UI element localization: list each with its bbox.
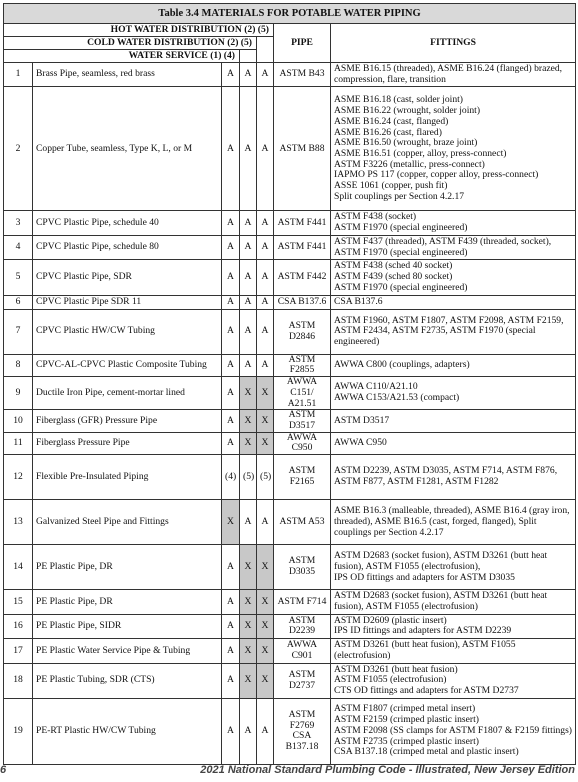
row-number: 17 bbox=[4, 639, 33, 663]
service-rating: A bbox=[222, 309, 240, 354]
row-number: 8 bbox=[4, 354, 33, 376]
fitting-line: ASSE 1061 (copper, push fit) bbox=[334, 180, 448, 192]
material-name: Fiberglass Pressure Pipe bbox=[33, 432, 222, 454]
fitting-line: ASTM F439 (sched 80 socket) bbox=[334, 271, 453, 283]
hot-rating: X bbox=[257, 663, 274, 698]
table-row bbox=[4, 354, 576, 376]
fittings-cell bbox=[331, 639, 576, 663]
fitting-line: ASME B16.15 (threaded), ASME B16.24 (flanged) brazed, compression, flare, transition bbox=[334, 63, 563, 85]
hot-rating: X bbox=[257, 410, 274, 432]
pipe-standard-line: ASTM D3517 bbox=[288, 409, 316, 432]
pipe-standard bbox=[274, 639, 331, 663]
row-number: 15 bbox=[4, 590, 33, 614]
pipe-standard bbox=[274, 455, 331, 500]
material-name: Flexible Pre-Insulated Piping bbox=[33, 455, 222, 500]
pipe-standard-line: AWWA C950 bbox=[286, 431, 318, 454]
fitting-line: ASME B16.24 (cast, flanged) bbox=[334, 115, 449, 127]
fitting-line: ASME B16.18 (cast, solder joint) bbox=[334, 94, 463, 106]
fittings-cell bbox=[331, 432, 576, 454]
fitting-line: CSA B137.6 bbox=[334, 295, 383, 307]
fitting-line: ASME B16.26 (cast, flared) bbox=[334, 126, 442, 138]
service-rating: A bbox=[222, 295, 240, 309]
fitting-line: ASTM F1970 (special engineered) bbox=[334, 222, 468, 234]
pipe-standard-line: CSA B137.18 bbox=[285, 730, 319, 753]
table-row bbox=[4, 87, 576, 211]
material-name: Fiberglass (GFR) Pressure Pipe bbox=[33, 410, 222, 432]
cold-rating: X bbox=[240, 377, 257, 410]
pipe-standard-line: ASTM B88 bbox=[279, 142, 325, 154]
fitting-line: ASTM D2239, ASTM D3035, ASTM F714, ASTM F876, ASTM F877, ASTM F1281, ASTM F1282 bbox=[334, 465, 558, 488]
cold-rating: A bbox=[240, 295, 257, 309]
fittings-cell bbox=[331, 309, 576, 354]
fitting-line: ASME B16.50 (wrought, braze joint) bbox=[334, 137, 478, 149]
hot-rating: A bbox=[257, 500, 274, 545]
fitting-line: ASTM F438 (socket) bbox=[334, 211, 417, 223]
service-rating: A bbox=[222, 354, 240, 376]
service-rating: A bbox=[222, 545, 240, 590]
pipe-standard bbox=[274, 354, 331, 376]
fitting-line: ASTM F1055 (electrofusion) bbox=[334, 674, 447, 686]
pipe-standard bbox=[274, 309, 331, 354]
fitting-line: IAPMO PS 117 (copper, copper alloy, press-connect) bbox=[334, 169, 539, 181]
pipe-standard-line: ASTM D2737 bbox=[288, 668, 316, 691]
cold-rating: A bbox=[240, 211, 257, 235]
pipe-standard-line: ASTM B43 bbox=[279, 68, 325, 80]
table-row bbox=[4, 663, 576, 698]
cold-rating: A bbox=[240, 500, 257, 545]
pipe-standard bbox=[274, 614, 331, 638]
pipe-standard-line: ASTM F442 bbox=[277, 271, 327, 283]
service-rating: A bbox=[222, 260, 240, 295]
pipe-standard bbox=[274, 590, 331, 614]
hot-rating: A bbox=[257, 295, 274, 309]
table-row bbox=[4, 590, 576, 614]
materials-table bbox=[3, 3, 576, 765]
fitting-line: ASTM F437 (threaded), ASTM F439 (threaded, socket), ASTM F1970 (special engineered) bbox=[334, 235, 552, 258]
fitting-line: AWWA C153/A21.53 (compact) bbox=[334, 392, 460, 404]
hot-rating: X bbox=[257, 639, 274, 663]
cold-rating: X bbox=[240, 410, 257, 432]
fitting-line: IPS ID fittings and adapters for ASTM D2239 bbox=[334, 625, 512, 637]
row-number: 3 bbox=[4, 211, 33, 235]
pipe-standard-line: ASTM F2855 bbox=[288, 353, 316, 376]
hot-rating: X bbox=[257, 432, 274, 454]
pipe-standard-line: ASTM D2846 bbox=[288, 319, 316, 342]
cold-rating: X bbox=[240, 614, 257, 638]
table-row bbox=[4, 455, 576, 500]
fitting-line: CSA B137.18 (crimped metal and plastic insert) bbox=[334, 746, 519, 758]
pipe-standard bbox=[274, 87, 331, 211]
fitting-line: Split couplings per Section 4.2.17 bbox=[334, 190, 465, 202]
service-rating: A bbox=[222, 377, 240, 410]
cold-rating: A bbox=[240, 354, 257, 376]
hot-rating: A bbox=[257, 63, 274, 87]
cold-rating: X bbox=[240, 663, 257, 698]
service-rating: A bbox=[222, 211, 240, 235]
row-number: 12 bbox=[4, 455, 33, 500]
table-row bbox=[4, 211, 576, 235]
row-number: 4 bbox=[4, 235, 33, 259]
cold-rating: X bbox=[240, 432, 257, 454]
pipe-standard-line: A21.51 bbox=[287, 397, 317, 409]
pipe-standard-line: ASTM D3035 bbox=[288, 555, 316, 578]
hot-rating: X bbox=[257, 590, 274, 614]
table-row bbox=[4, 309, 576, 354]
row-number: 16 bbox=[4, 614, 33, 638]
pipe-standard bbox=[274, 432, 331, 454]
pipe-standard-line: AWWA C151/ bbox=[286, 376, 318, 398]
pipe-standard-line: CSA B137.6 bbox=[277, 295, 327, 307]
hot-rating: A bbox=[257, 211, 274, 235]
cold-rating: A bbox=[240, 235, 257, 259]
header-hot-water: HOT WATER DISTRIBUTION (2) (5) bbox=[4, 24, 274, 37]
material-name: CPVC Plastic Pipe, schedule 40 bbox=[33, 211, 222, 235]
hot-rating: (5) bbox=[257, 455, 274, 500]
pipe-standard bbox=[274, 63, 331, 87]
fitting-line: ASME B16.3 (malleable, threaded), ASME B16.4 (gray iron, threaded), ASME B16.5 (cast, forged, flanged), Split couplings per Section 4.2.17 bbox=[334, 505, 570, 538]
header-fittings: FITTINGS bbox=[331, 24, 576, 63]
fittings-cell bbox=[331, 295, 576, 309]
service-rating: A bbox=[222, 87, 240, 211]
table-row bbox=[4, 63, 576, 87]
service-rating: A bbox=[222, 698, 240, 764]
pipe-standard bbox=[274, 663, 331, 698]
service-rating: A bbox=[222, 432, 240, 454]
service-rating: A bbox=[222, 410, 240, 432]
fitting-line: AWWA C800 (couplings, adapters) bbox=[334, 358, 470, 370]
fittings-cell bbox=[331, 410, 576, 432]
row-number: 1 bbox=[4, 63, 33, 87]
pipe-standard bbox=[274, 235, 331, 259]
service-rating: A bbox=[222, 614, 240, 638]
hot-rating: X bbox=[257, 377, 274, 410]
page-footer bbox=[0, 763, 578, 781]
row-number: 9 bbox=[4, 377, 33, 410]
pipe-standard bbox=[274, 545, 331, 590]
fitting-line: AWWA C950 bbox=[334, 437, 387, 449]
material-name: PE Plastic Tubing, SDR (CTS) bbox=[33, 663, 222, 698]
cold-rating: A bbox=[240, 698, 257, 764]
table-row bbox=[4, 614, 576, 638]
pipe-standard-line: ASTM F2769 bbox=[288, 708, 316, 731]
fitting-line: ASTM D3261 (butt heat fusion), ASTM F1055 (electrofusion) bbox=[334, 639, 516, 661]
fittings-cell bbox=[331, 545, 576, 590]
material-name: Galvanized Steel Pipe and Fittings bbox=[33, 500, 222, 545]
row-number: 13 bbox=[4, 500, 33, 545]
fittings-cell bbox=[331, 260, 576, 295]
row-number: 14 bbox=[4, 545, 33, 590]
header-pipe: PIPE bbox=[274, 24, 331, 63]
fitting-line: ASTM F2735 (crimped plastic insert) bbox=[334, 735, 479, 747]
table-row bbox=[4, 698, 576, 764]
material-name: PE Plastic Water Service Pipe & Tubing bbox=[33, 639, 222, 663]
fittings-cell bbox=[331, 500, 576, 545]
row-number: 5 bbox=[4, 260, 33, 295]
material-name: CPVC Plastic HW/CW Tubing bbox=[33, 309, 222, 354]
fitting-line: ASTM F1970 (special engineered) bbox=[334, 281, 468, 293]
fitting-line: ASTM F438 (sched 40 socket) bbox=[334, 260, 453, 272]
table-title: Table 3.4 MATERIALS FOR POTABLE WATER PIPING bbox=[4, 4, 576, 24]
row-number: 19 bbox=[4, 698, 33, 764]
table-row bbox=[4, 432, 576, 454]
pipe-standard bbox=[274, 295, 331, 309]
material-name: Ductile Iron Pipe, cement-mortar lined bbox=[33, 377, 222, 410]
cold-rating: A bbox=[240, 309, 257, 354]
service-rating: A bbox=[222, 663, 240, 698]
material-name: Brass Pipe, seamless, red brass bbox=[33, 63, 222, 87]
header-cold-water: COLD WATER DISTRIBUTION (2) (5) bbox=[4, 37, 257, 50]
fitting-line: IPS OD fittings and adapters for ASTM D3035 bbox=[334, 571, 515, 583]
header-cold-spacer bbox=[240, 50, 257, 63]
pipe-standard bbox=[274, 377, 331, 410]
header-water-service: WATER SERVICE (1) (4) bbox=[4, 50, 240, 63]
fitting-line: ASTM D2683 (socket fusion), ASTM D3261 (butt heat fusion), ASTM F1055 (electrofusion) bbox=[334, 590, 548, 612]
fittings-cell bbox=[331, 87, 576, 211]
fitting-line: AWWA C110/A21.10 bbox=[334, 381, 418, 393]
material-name: PE Plastic Pipe, DR bbox=[33, 545, 222, 590]
material-name: Copper Tube, seamless, Type K, L, or M bbox=[33, 87, 222, 211]
pipe-standard-line: ASTM D2239 bbox=[288, 614, 316, 637]
row-number: 18 bbox=[4, 663, 33, 698]
pipe-standard bbox=[274, 211, 331, 235]
fitting-line: ASTM D3517 bbox=[334, 414, 390, 426]
cold-rating: A bbox=[240, 260, 257, 295]
pipe-standard bbox=[274, 500, 331, 545]
cold-rating: X bbox=[240, 545, 257, 590]
hot-rating: A bbox=[257, 698, 274, 764]
hot-rating: A bbox=[257, 354, 274, 376]
table-row bbox=[4, 295, 576, 309]
fittings-cell bbox=[331, 377, 576, 410]
fitting-line: ASME B16.22 (wrought, solder joint) bbox=[334, 105, 481, 117]
service-rating: (4) bbox=[222, 455, 240, 500]
table-body bbox=[4, 63, 576, 765]
fitting-line: ASTM D3261 (butt heat fusion) bbox=[334, 663, 458, 675]
pipe-standard-line: ASTM F2165 bbox=[288, 465, 316, 488]
fittings-cell bbox=[331, 235, 576, 259]
service-rating: A bbox=[222, 639, 240, 663]
material-name: CPVC Plastic Pipe, schedule 80 bbox=[33, 235, 222, 259]
table-row bbox=[4, 545, 576, 590]
hot-rating: A bbox=[257, 260, 274, 295]
row-number: 6 bbox=[4, 295, 33, 309]
fittings-cell bbox=[331, 614, 576, 638]
fittings-cell bbox=[331, 663, 576, 698]
service-rating: A bbox=[222, 235, 240, 259]
fittings-cell bbox=[331, 455, 576, 500]
row-number: 2 bbox=[4, 87, 33, 211]
hot-rating: X bbox=[257, 545, 274, 590]
material-name: PE-RT Plastic HW/CW Tubing bbox=[33, 698, 222, 764]
pipe-standard-line: ASTM F714 bbox=[277, 595, 327, 607]
header-hot-spacer bbox=[257, 37, 274, 63]
hot-rating: A bbox=[257, 235, 274, 259]
fitting-line: CTS OD fittings and adapters for ASTM D2737 bbox=[334, 685, 519, 697]
cold-rating: X bbox=[240, 590, 257, 614]
fitting-line: ASTM F2159 (crimped plastic insert) bbox=[334, 714, 479, 726]
fittings-cell bbox=[331, 63, 576, 87]
table-row bbox=[4, 500, 576, 545]
row-number: 10 bbox=[4, 410, 33, 432]
material-name: PE Plastic Pipe, SIDR bbox=[33, 614, 222, 638]
cold-rating: X bbox=[240, 639, 257, 663]
book-title: 2021 National Standard Plumbing Code - Illustrated, New Jersey Edition bbox=[200, 764, 575, 776]
fitting-line: ASTM F3226 (metallic, press-connect) bbox=[334, 158, 485, 170]
pipe-standard bbox=[274, 698, 331, 764]
cold-rating: A bbox=[240, 63, 257, 87]
fittings-cell bbox=[331, 590, 576, 614]
row-number: 7 bbox=[4, 309, 33, 354]
pipe-standard-line: ASTM F441 bbox=[277, 216, 327, 228]
pipe-standard bbox=[274, 410, 331, 432]
table-row bbox=[4, 410, 576, 432]
fittings-cell bbox=[331, 698, 576, 764]
material-name: PE Plastic Pipe, DR bbox=[33, 590, 222, 614]
hot-rating: X bbox=[257, 614, 274, 638]
material-name: CPVC Plastic Pipe SDR 11 bbox=[33, 295, 222, 309]
table-row bbox=[4, 377, 576, 410]
fitting-line: ASTM F1960, ASTM F1807, ASTM F2098, ASTM F2159, ASTM F2434, ASTM F2735, ASTM F1970 (special engineered) bbox=[334, 314, 564, 347]
pipe-standard bbox=[274, 260, 331, 295]
service-rating: X bbox=[222, 500, 240, 545]
table-row bbox=[4, 260, 576, 295]
fitting-line: ASTM F2098 (SS clamps for ASTM F1807 & F2159 fittings) bbox=[334, 724, 573, 736]
table-row bbox=[4, 235, 576, 259]
row-number: 11 bbox=[4, 432, 33, 454]
pipe-standard-line: ASTM F441 bbox=[277, 241, 327, 253]
page-number: 6 bbox=[0, 764, 7, 776]
pipe-standard-line: ASTM A53 bbox=[279, 515, 325, 527]
service-rating: A bbox=[222, 63, 240, 87]
cold-rating: (5) bbox=[240, 455, 257, 500]
pipe-standard-line: AWWA C901 bbox=[286, 639, 318, 661]
table-row bbox=[4, 639, 576, 663]
material-name: CPVC Plastic Pipe, SDR bbox=[33, 260, 222, 295]
fitting-line: ASTM F1807 (crimped metal insert) bbox=[334, 703, 476, 715]
hot-rating: A bbox=[257, 87, 274, 211]
cold-rating: A bbox=[240, 87, 257, 211]
fitting-line: ASTM D2683 (socket fusion), ASTM D3261 (butt heat fusion), ASTM F1055 (electrofusion), bbox=[334, 550, 548, 572]
fitting-line: ASME B16.51 (copper, alloy, press-connect) bbox=[334, 147, 507, 159]
hot-rating: A bbox=[257, 309, 274, 354]
service-rating: A bbox=[222, 590, 240, 614]
fitting-line: ASTM D2609 (plastic insert) bbox=[334, 614, 447, 626]
material-name: CPVC-AL-CPVC Plastic Composite Tubing bbox=[33, 354, 222, 376]
fittings-cell bbox=[331, 354, 576, 376]
fittings-cell bbox=[331, 211, 576, 235]
